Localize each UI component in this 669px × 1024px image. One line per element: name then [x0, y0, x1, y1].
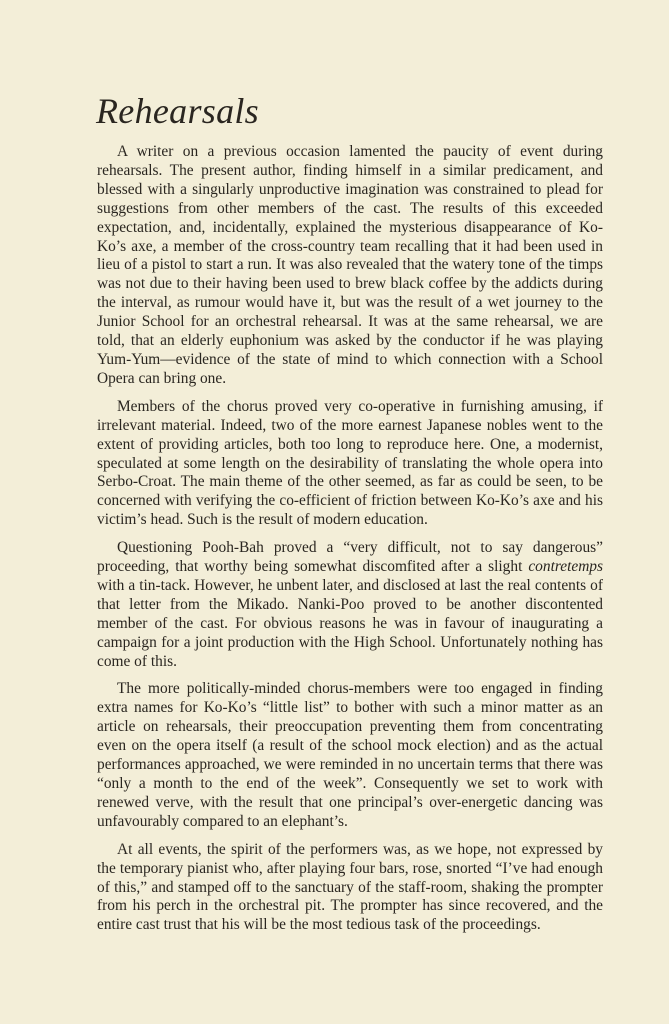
article-title: Rehearsals	[96, 91, 259, 131]
paragraph-1-text: A writer on a previous occasion lamented the paucity of event during rehearsals. The present author, finding himself in a similar predicament, and blessed with a singularly unproductive imagination was constrained to plead for suggestions from other members of the cast. The results of this exceeded expectation, and, incidentally, explained the mysterious disappearance of Ko-Ko’s axe, a member of the cross-country team recalling that it had been used in lieu of a pistol to start a run. It was also revealed that the watery tone of the timps was not due to their having been used to brew black coffee by the addicts during the interval, as rumour would have it, but was the result of a wet journey to the Junior School for an orchestral rehearsal. It was at the same rehearsal, we are told, that an elderly euphonium was asked by the conductor if he was playing Yum-Yum—evidence of the state of mind to which connection with a School Opera can bring one.	[97, 143, 603, 387]
article-body	[97, 143, 603, 944]
paragraph-5	[97, 841, 603, 936]
paragraph-4-text: The more politically-minded chorus-members were too engaged in finding extra names for Ko-Ko’s “little list” to bother with such a minor matter as an article on rehearsals, their preoccupation preventing them from concentrating even on the opera itself (a result of the school mock election) and as the actual performances approached, we were reminded in no uncertain terms that there was “only a month to the end of the week”. Consequently we set to work with renewed verve, with the result that one principal’s over-energetic dancing was unfavourably compared to an elephant’s.	[97, 680, 603, 830]
paragraph-2	[97, 398, 603, 530]
paragraph-4	[97, 680, 603, 831]
paragraph-3	[97, 539, 603, 671]
paragraph-2-text: Members of the chorus proved very co-operative in furnishing amusing, if irrelevant material. Indeed, two of the more earnest Japanese nobles went to the extent of providing articles, both too long to reproduce here. One, a modernist, speculated at some length on the desirability of translating the whole opera into Serbo-Croat. The main theme of the other seemed, as far as could be seen, to be concerned with verifying the co-efficient of friction between Ko-Ko’s axe and his victim’s head. Such is the result of modern education.	[97, 397, 603, 529]
paragraph-3-text-a: Questioning Pooh-Bah proved a “very difficult, not to say dangerous” proceeding, that worthy being somewhat discomfited after a slight	[97, 539, 603, 576]
paragraph-3-italic-term: contretemps	[528, 558, 603, 576]
paragraph-5-text: At all events, the spirit of the performers was, as we hope, not expressed by the temporary pianist who, after playing four bars, rose, snorted “I’ve had enough of this,” and stamped off to the sanctuary of the staff-room, shaking the prompter from his perch in the orchestral pit. The prompter has since recovered, and the entire cast trust that his will be the most tedious task of the proceedings.	[97, 840, 603, 934]
paragraph-3-text-b: with a tin-tack. However, he unbent later, and disclosed at last the real contents of that letter from the Mikado. Nanki-Poo proved to be another discontented member of the cast. For obvious reasons he was in favour of inaugurating a campaign for a joint production with the High School. Unfortunately nothing has come of this.	[97, 576, 603, 670]
paragraph-1	[97, 143, 603, 389]
